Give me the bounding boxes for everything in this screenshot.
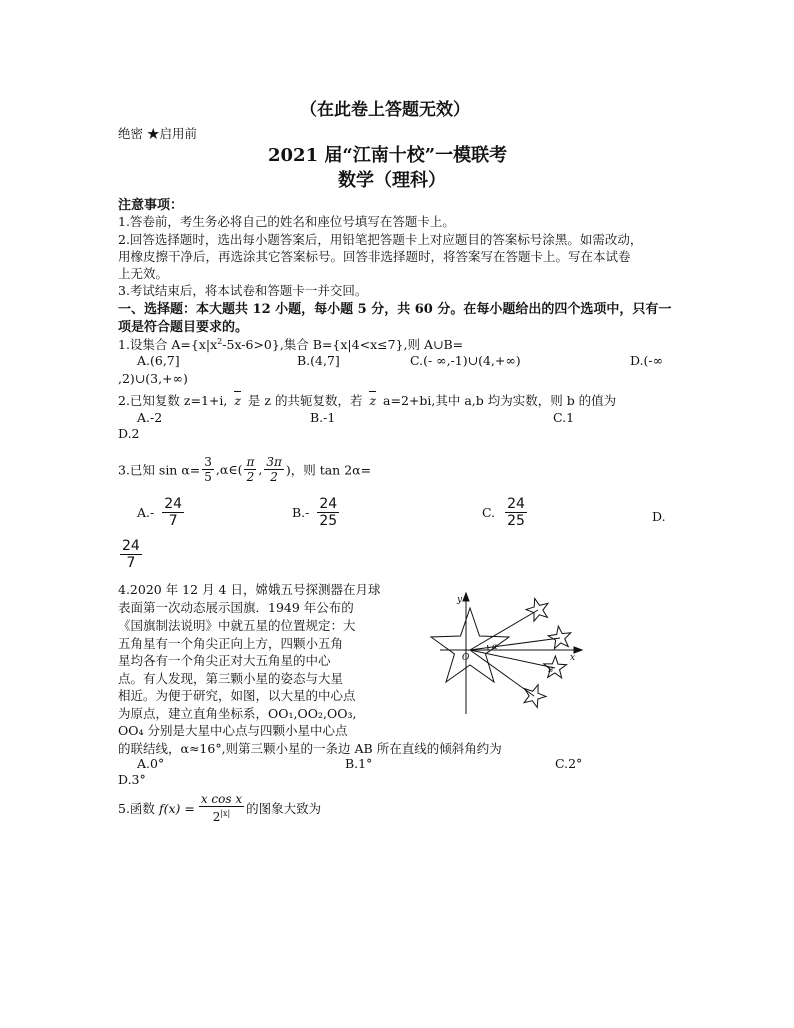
q1-option-b: B.(4,7] [297, 353, 340, 368]
q4-option-a: A.0° [137, 756, 165, 771]
origin-label: O [462, 653, 470, 663]
alpha-arc [488, 645, 489, 650]
alpha-label: α [492, 642, 498, 651]
small-star-1-icon [524, 595, 552, 622]
q4-option-b: B.1° [345, 756, 373, 771]
small-star-4-icon [520, 681, 549, 709]
section1-line2: 项是符合题目要求的。 [118, 320, 249, 335]
notice-text: （在此卷上答题无效） [300, 100, 470, 120]
instruction-3: 3.考试结束后，将本试卷和答题卡一并交回。 [118, 283, 368, 298]
q2-stem: 2.已知复数 z=1+i, z 是 z 的共轭复数，若 z a=2+bi,其中 a,b 均为实数，则 b 的值为 [118, 393, 617, 408]
exam-subtitle: 数学（理科） [338, 170, 446, 191]
q3-option-b: B.- $\frac{24}{25}$ [292, 496, 338, 529]
q2-option-b: B.-1 [310, 410, 336, 425]
q4-option-d: D.3° [118, 772, 146, 787]
x-axis-arrow-icon [574, 647, 582, 653]
q3-option-d-value: $\frac{24}{7}$ [122, 538, 140, 571]
q4-line9: OO₄ 分别是大星中心点与四颗小星中心点 [118, 723, 348, 738]
q3-option-c: C. $\frac{24}{25}$ [482, 496, 525, 529]
point-b-label: B [548, 666, 554, 674]
y-axis-arrow-icon [463, 593, 469, 601]
instruction-2-line1: 2.回答选择题时，选出每小题答案后，用铅笔把答题卡上对应题目的答案标号涂黑。如需改动， [118, 232, 643, 247]
q4-line5: 星均各有一个角尖正对大五角星的中心 [118, 653, 331, 668]
z-bar-2: z [369, 393, 377, 408]
q3-stem: 3.已知 sin α= $\frac{3}{5}$ ,α∈( $\frac{\pi}{2}$ , $\frac{3\pi}{2}$ )，则 tan 2α= [118, 455, 372, 484]
q4-line2: 表面第一次动态展示国旗．1949 年公布的 [118, 600, 354, 615]
q4-line6: 点。有人发现，第三颗小星的姿态与大星 [118, 671, 344, 686]
q3-frac-3pi-2: $\frac{3\pi}{2}$ [266, 455, 282, 484]
q4-line7: 相近。为便于研究，如图，以大星的中心点 [118, 688, 356, 703]
instructions-heading: 注意事项： [118, 198, 184, 213]
instruction-2-line3: 上无效。 [118, 266, 169, 281]
q3-frac-3-5: $\frac{3}{5}$ [204, 455, 212, 484]
q4-line4: 五角星有一个角尖正向上方，四颗小五角 [118, 636, 344, 651]
line-oo2 [470, 638, 560, 650]
q3-option-a: A.- $\frac{24}{7}$ [137, 496, 183, 529]
q2-option-a: A.-2 [137, 410, 163, 425]
q4-line10: 的联结线，α≈16°,则第三颗小星的一条边 AB 所在直线的倾斜角约为 [118, 741, 502, 756]
q3-frac-pi-2: $\frac{\pi}{2}$ [246, 455, 255, 484]
q1-option-d: D.(-∞ [630, 353, 664, 368]
z-bar: z [234, 393, 241, 408]
q4-line8: 为原点，建立直角坐标系，OO₁,OO₂,OO₃, [118, 706, 357, 721]
q1-option-c: C.(- ∞,-1)∪(4,+∞) [410, 353, 521, 368]
q3-option-d-label: D. [652, 509, 666, 524]
exam-title: 2021 届“江南十校”一模联考 [268, 145, 508, 166]
q5-stem: 5.函数 f(x) = $\frac{\text{x cos x}}{2^{|x|}}$ 的图象大致为 [118, 792, 322, 824]
q4-line1: 4.2020 年 12 月 4 日，嫦娥五号探测器在月球 [118, 582, 381, 597]
q5-fraction: $\frac{\text{x cos x}}{2^{|x|}}$ [200, 792, 243, 824]
small-star-2-icon [547, 625, 573, 650]
small-star-3-icon [543, 656, 567, 678]
q1-stem: 1.设集合 $A=\{x|x^2-5x-6>0\}$,集合 B={x|4<x≤7},则 A∪B= [118, 336, 464, 352]
y-axis-label: y [457, 595, 463, 605]
q1-option-d-cont: ,2)∪(3,+∞) [118, 371, 188, 386]
q2-option-c: C.1 [553, 410, 575, 425]
line-oo1 [470, 610, 538, 650]
q4-option-c: C.2° [555, 756, 583, 771]
section1-line1: 一、选择题：本大题共 12 小题，每小题 5 分，共 60 分。在每小题给出的四个选项中，只有一 [118, 302, 672, 317]
instruction-2-line2: 用橡皮擦干净后，再选涂其它答案标号。回答非选择题时，将答案写在答题卡上。写在本试卷 [118, 249, 631, 264]
x-axis-label: x [570, 653, 576, 663]
q2-option-d: D.2 [118, 426, 140, 441]
secret-label: 绝密 ★启用前 [118, 126, 197, 141]
q1-option-a: A.(6,7] [137, 353, 180, 368]
five-stars-figure [410, 590, 590, 720]
q4-line3: 《国旗制法说明》中就五星的位置规定：大 [118, 618, 356, 633]
instruction-1: 1.答卷前，考生务必将自己的姓名和座位号填写在答题卡上。 [118, 214, 455, 229]
